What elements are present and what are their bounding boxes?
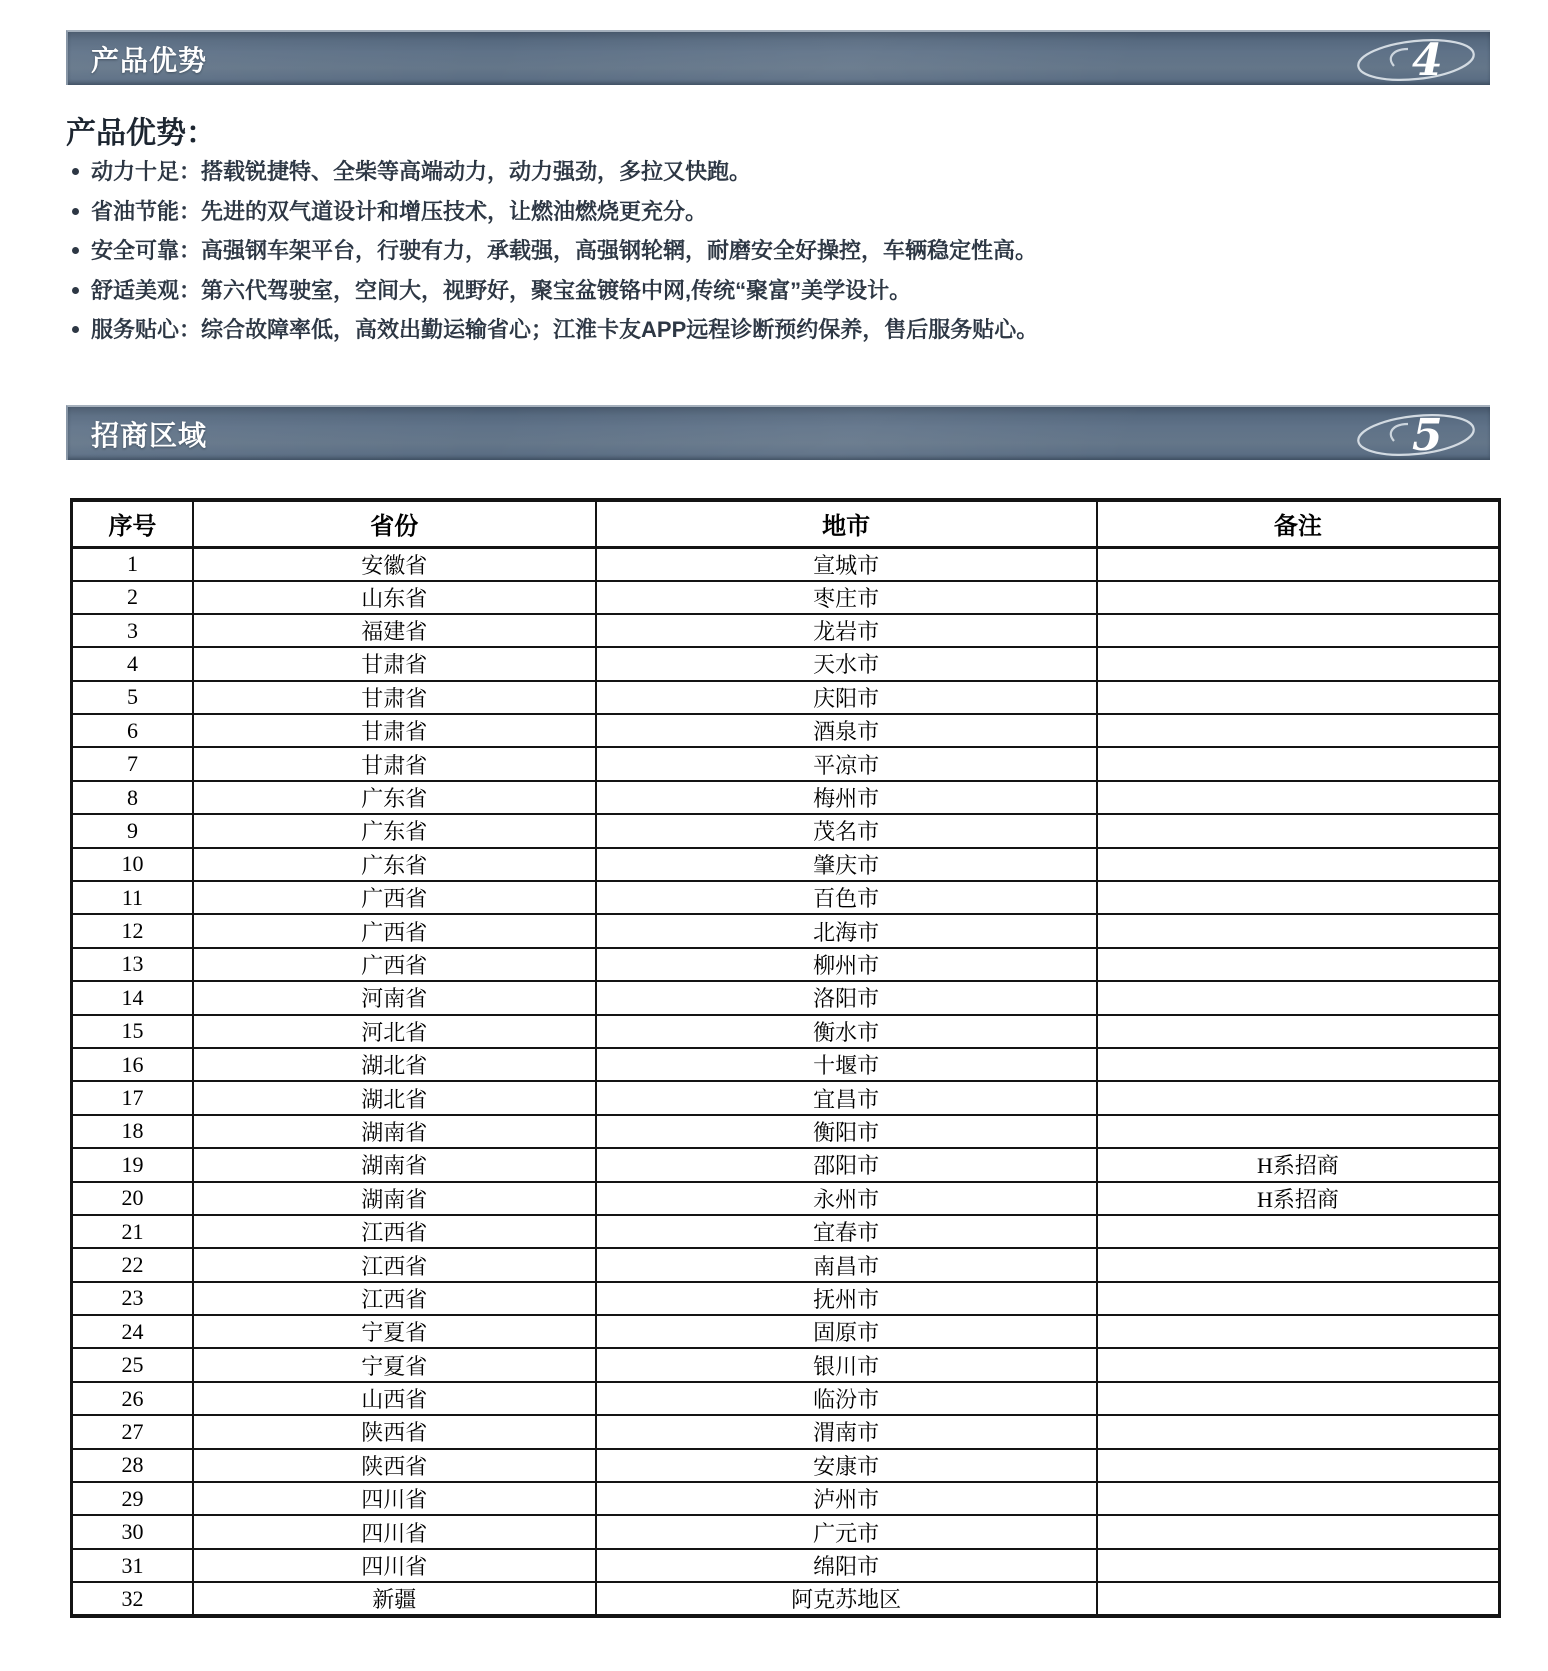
cell-remark: [1097, 614, 1500, 647]
cell-index: 13: [72, 948, 193, 981]
table-row: [72, 1081, 1500, 1114]
table-row: [72, 1582, 1500, 1616]
cell-province: 广东省: [193, 814, 596, 847]
section-banner-product-advantages: [66, 30, 1490, 85]
cell-province: 湖北省: [193, 1048, 596, 1081]
page-number: 5: [1412, 409, 1443, 461]
cell-province: 湖南省: [193, 1115, 596, 1148]
cell-remark: [1097, 1081, 1500, 1114]
cell-index: 12: [72, 914, 193, 947]
page-number-badge: [1346, 402, 1486, 466]
cell-city: 肇庆市: [596, 848, 1097, 881]
cell-index: 10: [72, 848, 193, 881]
cell-remark: [1097, 948, 1500, 981]
cell-city: 银川市: [596, 1348, 1097, 1381]
cell-city: 衡水市: [596, 1015, 1097, 1048]
cell-city: 天水市: [596, 647, 1097, 680]
table-row: [72, 1415, 1500, 1448]
table-row: [72, 781, 1500, 814]
cell-index: 2: [72, 581, 193, 614]
cell-remark: [1097, 547, 1500, 581]
region-table: [70, 498, 1501, 1618]
cell-remark: [1097, 1115, 1500, 1148]
cell-index: 22: [72, 1248, 193, 1281]
cell-province: 新疆: [193, 1582, 596, 1616]
cell-index: 15: [72, 1015, 193, 1048]
cell-index: 23: [72, 1282, 193, 1315]
cell-remark: [1097, 714, 1500, 747]
cell-city: 永州市: [596, 1182, 1097, 1215]
cell-city: 绵阳市: [596, 1549, 1097, 1582]
table-row: [72, 1015, 1500, 1048]
cell-index: 1: [72, 547, 193, 581]
table-row: [72, 747, 1500, 780]
cell-index: 16: [72, 1048, 193, 1081]
cell-province: 广东省: [193, 781, 596, 814]
table-row: [72, 1382, 1500, 1415]
cell-remark: H系招商: [1097, 1182, 1500, 1215]
cell-city: 酒泉市: [596, 714, 1097, 747]
item-text: 动力十足：搭载锐捷特、全柴等高端动力，动力强劲，多拉又快跑。: [91, 159, 752, 184]
table-row: [72, 547, 1500, 581]
cell-remark: [1097, 647, 1500, 680]
cell-province: 四川省: [193, 1482, 596, 1515]
list-item: [70, 279, 1470, 302]
cell-remark: [1097, 1282, 1500, 1315]
cell-remark: [1097, 814, 1500, 847]
cell-remark: [1097, 1449, 1500, 1482]
cell-index: 31: [72, 1549, 193, 1582]
cell-province: 河北省: [193, 1015, 596, 1048]
cell-province: 宁夏省: [193, 1315, 596, 1348]
cell-province: 广西省: [193, 881, 596, 914]
table-row: [72, 1115, 1500, 1148]
table-row: [72, 981, 1500, 1014]
table-row: [72, 1048, 1500, 1081]
cell-city: 北海市: [596, 914, 1097, 947]
page-number-badge: [1346, 27, 1486, 91]
cell-index: 30: [72, 1515, 193, 1548]
cell-province: 湖南省: [193, 1182, 596, 1215]
cell-city: 衡阳市: [596, 1115, 1097, 1148]
cell-city: 固原市: [596, 1315, 1097, 1348]
table-row: [72, 1482, 1500, 1515]
cell-index: 5: [72, 681, 193, 714]
column-header-city: 地市: [596, 500, 1097, 547]
page-number: 4: [1412, 34, 1443, 86]
table-row: [72, 1515, 1500, 1548]
cell-index: 7: [72, 747, 193, 780]
table-row: [72, 1449, 1500, 1482]
cell-province: 安徽省: [193, 547, 596, 581]
bullet-icon: [72, 247, 79, 254]
cell-index: 27: [72, 1415, 193, 1448]
cell-city: 泸州市: [596, 1482, 1097, 1515]
cell-city: 宣城市: [596, 547, 1097, 581]
item-text: 安全可靠：高强钢车架平台，行驶有力，承载强，高强钢轮辋，耐磨安全好操控，车辆稳定性高。: [91, 238, 1038, 263]
cell-province: 福建省: [193, 614, 596, 647]
cell-remark: [1097, 781, 1500, 814]
cell-province: 宁夏省: [193, 1348, 596, 1381]
cell-province: 陕西省: [193, 1415, 596, 1448]
table-row: [72, 948, 1500, 981]
cell-city: 柳州市: [596, 948, 1097, 981]
cell-city: 广元市: [596, 1515, 1097, 1548]
bullet-icon: [72, 326, 79, 333]
cell-remark: H系招商: [1097, 1148, 1500, 1181]
region-table-body: [72, 547, 1500, 1616]
cell-index: 26: [72, 1382, 193, 1415]
cell-city: 平凉市: [596, 747, 1097, 780]
cell-remark: [1097, 914, 1500, 947]
cell-index: 3: [72, 614, 193, 647]
cell-remark: [1097, 1015, 1500, 1048]
cell-city: 枣庄市: [596, 581, 1097, 614]
cell-index: 6: [72, 714, 193, 747]
cell-index: 20: [72, 1182, 193, 1215]
cell-city: 梅州市: [596, 781, 1097, 814]
table-header-row: [72, 500, 1500, 547]
cell-city: 庆阳市: [596, 681, 1097, 714]
cell-province: 江西省: [193, 1215, 596, 1248]
cell-index: 11: [72, 881, 193, 914]
table-row: [72, 581, 1500, 614]
cell-city: 安康市: [596, 1449, 1097, 1482]
list-item: [70, 239, 1470, 262]
cell-remark: [1097, 1482, 1500, 1515]
cell-remark: [1097, 681, 1500, 714]
cell-index: 8: [72, 781, 193, 814]
cell-remark: [1097, 1515, 1500, 1548]
section-banner-investment-regions: [66, 405, 1490, 460]
table-row: [72, 1282, 1500, 1315]
cell-remark: [1097, 581, 1500, 614]
cell-city: 宜春市: [596, 1215, 1097, 1248]
cell-province: 广东省: [193, 848, 596, 881]
advantages-heading: 产品优势：: [66, 117, 216, 150]
list-item: [70, 160, 1470, 183]
table-row: [72, 881, 1500, 914]
bullet-icon: [72, 168, 79, 175]
cell-city: 渭南市: [596, 1415, 1097, 1448]
cell-city: 百色市: [596, 881, 1097, 914]
cell-remark: [1097, 1415, 1500, 1448]
cell-remark: [1097, 1315, 1500, 1348]
cell-province: 甘肃省: [193, 681, 596, 714]
cell-remark: [1097, 1582, 1500, 1616]
table-row: [72, 614, 1500, 647]
cell-index: 28: [72, 1449, 193, 1482]
list-item: [70, 200, 1470, 223]
cell-province: 四川省: [193, 1549, 596, 1582]
ellipse-icon: [1346, 402, 1486, 466]
table-row: [72, 1348, 1500, 1381]
cell-province: 甘肃省: [193, 647, 596, 680]
column-header-index: 序号: [72, 500, 193, 547]
cell-remark: [1097, 1215, 1500, 1248]
table-row: [72, 714, 1500, 747]
column-header-remark: 备注: [1097, 500, 1500, 547]
bullet-icon: [72, 287, 79, 294]
cell-province: 江西省: [193, 1248, 596, 1281]
cell-remark: [1097, 1348, 1500, 1381]
cell-province: 四川省: [193, 1515, 596, 1548]
cell-index: 9: [72, 814, 193, 847]
cell-index: 21: [72, 1215, 193, 1248]
cell-city: 阿克苏地区: [596, 1582, 1097, 1616]
cell-index: 4: [72, 647, 193, 680]
column-header-province: 省份: [193, 500, 596, 547]
cell-province: 陕西省: [193, 1449, 596, 1482]
cell-city: 十堰市: [596, 1048, 1097, 1081]
cell-city: 抚州市: [596, 1282, 1097, 1315]
list-item: [70, 318, 1470, 341]
cell-province: 甘肃省: [193, 747, 596, 780]
cell-province: 湖南省: [193, 1148, 596, 1181]
cell-remark: [1097, 981, 1500, 1014]
cell-index: 25: [72, 1348, 193, 1381]
bullet-icon: [72, 208, 79, 215]
cell-city: 宜昌市: [596, 1081, 1097, 1114]
cell-remark: [1097, 848, 1500, 881]
cell-city: 洛阳市: [596, 981, 1097, 1014]
cell-province: 广西省: [193, 914, 596, 947]
cell-index: 17: [72, 1081, 193, 1114]
table-row: [72, 681, 1500, 714]
cell-province: 山东省: [193, 581, 596, 614]
table-row: [72, 1215, 1500, 1248]
cell-remark: [1097, 1248, 1500, 1281]
cell-index: 19: [72, 1148, 193, 1181]
item-text: 舒适美观：第六代驾驶室，空间大，视野好，聚宝盆镀铬中网,传统“聚富”美学设计。: [91, 277, 912, 303]
item-text: 省油节能：先进的双气道设计和增压技术，让燃油燃烧更充分。: [91, 198, 708, 224]
table-row: [72, 848, 1500, 881]
cell-province: 河南省: [193, 981, 596, 1014]
banner-title: 招商区域: [91, 419, 208, 451]
table-row: [72, 1315, 1500, 1348]
cell-index: 29: [72, 1482, 193, 1515]
cell-remark: [1097, 881, 1500, 914]
cell-index: 32: [72, 1582, 193, 1616]
cell-province: 甘肃省: [193, 714, 596, 747]
table-row: [72, 1182, 1500, 1215]
table-row: [72, 814, 1500, 847]
cell-index: 14: [72, 981, 193, 1014]
item-text: 服务贴心：综合故障率低，高效出勤运输省心；江淮卡友APP远程诊断预约保养，售后服务贴心。: [91, 317, 1039, 342]
cell-city: 龙岩市: [596, 614, 1097, 647]
cell-index: 18: [72, 1115, 193, 1148]
cell-province: 江西省: [193, 1282, 596, 1315]
table-row: [72, 1148, 1500, 1181]
cell-city: 邵阳市: [596, 1148, 1097, 1181]
cell-remark: [1097, 1549, 1500, 1582]
cell-province: 山西省: [193, 1382, 596, 1415]
cell-city: 南昌市: [596, 1248, 1097, 1281]
advantages-list: [70, 160, 1470, 358]
table-row: [72, 1549, 1500, 1582]
table-row: [72, 647, 1500, 680]
table-row: [72, 914, 1500, 947]
cell-remark: [1097, 1382, 1500, 1415]
ellipse-icon: [1346, 27, 1486, 91]
cell-remark: [1097, 747, 1500, 780]
cell-remark: [1097, 1048, 1500, 1081]
table-row: [72, 1248, 1500, 1281]
cell-province: 广西省: [193, 948, 596, 981]
cell-city: 临汾市: [596, 1382, 1097, 1415]
cell-index: 24: [72, 1315, 193, 1348]
banner-title: 产品优势: [91, 44, 208, 76]
cell-city: 茂名市: [596, 814, 1097, 847]
cell-province: 湖北省: [193, 1081, 596, 1114]
